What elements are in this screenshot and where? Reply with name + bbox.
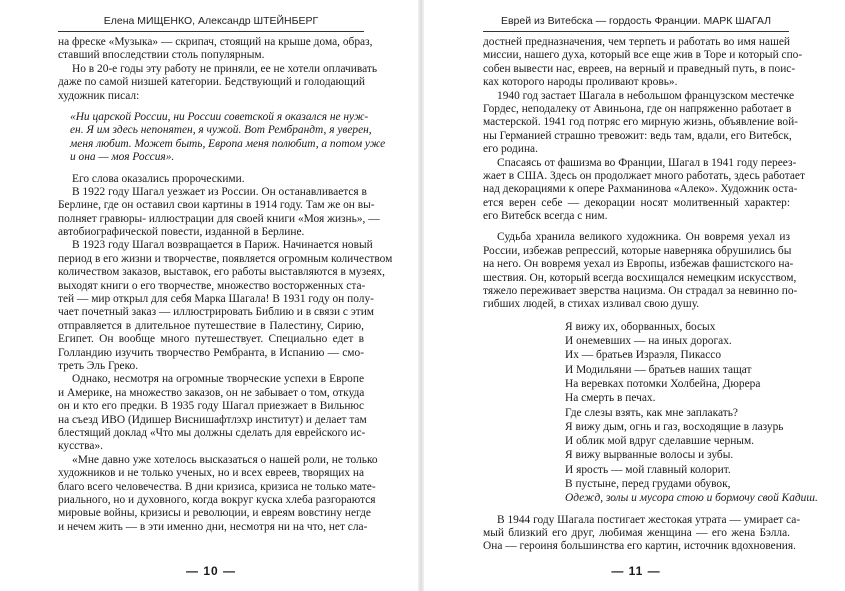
poem-line: И онемевших — на иных дорогах. [565,335,732,348]
text-line: России, избежав репрессий, которые наверняка обрушились бы [483,244,792,257]
text-line: на фреске «Музыка» — скрипач, стоящий на крыше дома, образ, [58,36,373,48]
poem-line: На смерть в печах. [565,392,656,405]
text-line: период в его жизни и творчестве, появляется огромным количеством [58,252,393,265]
text-line: Египет. Он вообще много путешествует. Специально едет в [58,333,364,346]
text-line: ставший впоследствии столь популярным. [58,49,265,62]
text-line: и Америке, на множество заказов, он не забывает о том, откуда [58,386,365,399]
page-number-left: — 10 — [185,564,236,578]
text-line: риального, но и духовного, когда вокруг куска хлеба разгораются [58,493,376,506]
poem-line: В пустыне, перед грудами обувок, [565,478,731,491]
poem-line: Одежд, золы и мусора стою и бормочу свой Кадиш. [565,492,818,505]
text-line: Судьба хранила великого художника. Он вовремя уехал из [497,231,790,244]
text-line: Гордес, неподалеку от Авиньона, где он напряженно работает в [483,102,792,115]
text-line: Берлине, где он оставил свои картины в 1914 году. Там же он вы- [58,199,375,212]
poem-line: И ярость — мой главный колорит. [565,463,731,476]
text-line: 1940 год застает Шагала в небольшом французском местечке [497,89,795,102]
text-line: полняет гравюры- иллюстрации для своей книги «Моя жизнь», — [58,212,380,225]
quote-line: меня любит. Может быть, Европа меня полюбит, а потом уже [70,137,386,150]
poem-line: Я вижу дым, огнь и газ, восходящие в лазурь [565,420,784,433]
left-page [0,0,418,591]
poem-line: Их — братьев Израэля, Пикассо [565,349,722,362]
text-line: тей — мир открыл для себя Марка Шагала! В 1931 году он полу- [58,293,374,306]
text-line: Спасаясь от фашизма во Франции, Шагал в 1941 году переез- [497,156,797,169]
text-line: шествия. Он, который всегда восхищался немецким искусством, [483,271,797,284]
text-line: мастерской. 1941 год потряс его мирную жизнь, объявление вой- [483,116,798,129]
quote-line: ен. Я им здесь непонятен, я чужой. Вот Рембрандт, я уверен, [70,124,372,137]
text-line: он и кто его предки. В 1935 году Шагал приезжает в Вильнюс [58,400,364,413]
running-header-right: Еврей из Витебска — гордость Франции. МАРК ШАГАЛ [500,15,772,27]
quote-line: и она — моя Россия». [70,151,175,164]
text-line: треть Эль Греко. [58,359,139,372]
text-line: ках которого народы проливают кровь». [483,76,678,89]
poem-line: И облик мой вдруг сделавшие черным. [565,435,755,448]
text-line: даже по самой низшей категории. Бедствующий и голодающий [58,76,366,89]
text-line: выходят книги о его творчестве, множество восторженных ста- [58,279,366,292]
poem-line: И Модильяни — братьев наших тащат [565,363,752,376]
text-line: Она — героиня большинства его картин, источник вдохновения. [483,540,796,553]
text-line: тяжело переживает зверства нацизма. Он страдал за невинно по- [483,285,798,298]
text-line: блестящий доклад «Что мы должны сделать для еврейского ис- [58,426,366,439]
text-line: собен вывести нас, евреев, на верный и праведный путь, в поис- [483,62,796,75]
text-line: В 1923 году Шагал возвращается в Париж. Начинается новый [72,239,373,252]
text-line: «Мне давно уже хотелось высказаться о нашей роли, не только [72,453,378,466]
text-line: миссии, нашего духа, который все еще жив в Торе и который спо- [483,49,803,62]
page-number-right: — 11 — [611,564,661,578]
text-line: над декорациями к опере Рахманинова «Алеко». Художник оста- [483,183,798,196]
right-page [424,0,845,591]
text-line: Его слова оказались пророческими. [72,172,245,185]
text-line: благо всего человечества. В дни кризиса, кризиса не только мате- [58,480,376,493]
text-line: мый близкий его друг, любимая женщина — его жена Бэлла. [483,527,790,540]
text-line: художник писал: [58,89,140,102]
text-line: на съезд ИВО (Идишер Виснишафтлэхр институт) и делает там [58,413,367,426]
running-header-left: Елена МИЩЕНКО, Александр ШТЕЙНБЕРГ [103,15,319,27]
text-line: отправляется в длительное путешествие в Палестину, Сирию, [58,319,364,332]
header-rule-left [58,31,364,32]
text-line: Голландию изучить творчество Рембранта, в Испанию — смо- [58,346,364,359]
text-line: чает почетный заказ — иллюстрировать Библию и в связи с этим [58,306,375,319]
header-rule-right [483,31,789,32]
right-page-text [483,36,818,554]
text-line: В 1922 году Шагал уезжает из России. Он останавливается в [72,185,367,198]
text-line: В 1944 году Шагала постигает жестокая утрата — умирает са- [497,513,801,526]
text-line: ется верен себе — декорации носят молитвенный характер: [483,196,790,209]
left-page-text [58,36,393,534]
text-line: художников и не только ученых, но и всех евреев, творящих на [58,467,365,480]
text-line: и нечем жить — в эти именно дни, несмотря ни на что, нет сла- [58,520,368,533]
text-line: Однако, несмотря на огромные творческие успехи в Европе [72,373,364,386]
text-line: его родина. [483,143,538,156]
text-line: кусства». [58,440,103,453]
text-line: гибших людей, в стихах изливал свою душу. [483,298,700,311]
text-line: достней предназначения, чем терпеть и работать во имя нашей [483,36,790,48]
quote-line: «Ни царской России, ни России советской я оказался не нуж- [70,110,369,123]
text-line: количеством заказов, выставок, его работы выставляются в музеях, [58,266,385,279]
text-line: Но в 20-е годы эту работу не приняли, ее не хотели оплачивать [72,62,378,75]
text-line: его Витебск всегда с ним. [483,210,608,223]
poem-line: На веревках потомки Холбейна, Дюрера [565,378,761,390]
poem-line: Где слезы взять, как мне заплакать? [565,406,738,419]
poem [483,320,818,506]
text-line: автобиографической повести, изданной в Берлине. [58,226,305,239]
text-line: мировые войны, кризисы и революции, и евреям вовстину негде [58,507,371,520]
text-line: жает в США. Здесь он продолжает много работать, здесь работает [483,169,805,182]
text-line: ны Германией страшно тревожит: ведь там, вдали, его Витебск, [483,129,792,142]
poem-line: Я вижу вырванные волосы и зубы. [565,449,734,462]
text-line: на него. Он вовремя уехал из Европы, избежав фашистского на- [483,258,794,271]
poem-line: Я вижу их, оборванных, босых [565,320,716,333]
